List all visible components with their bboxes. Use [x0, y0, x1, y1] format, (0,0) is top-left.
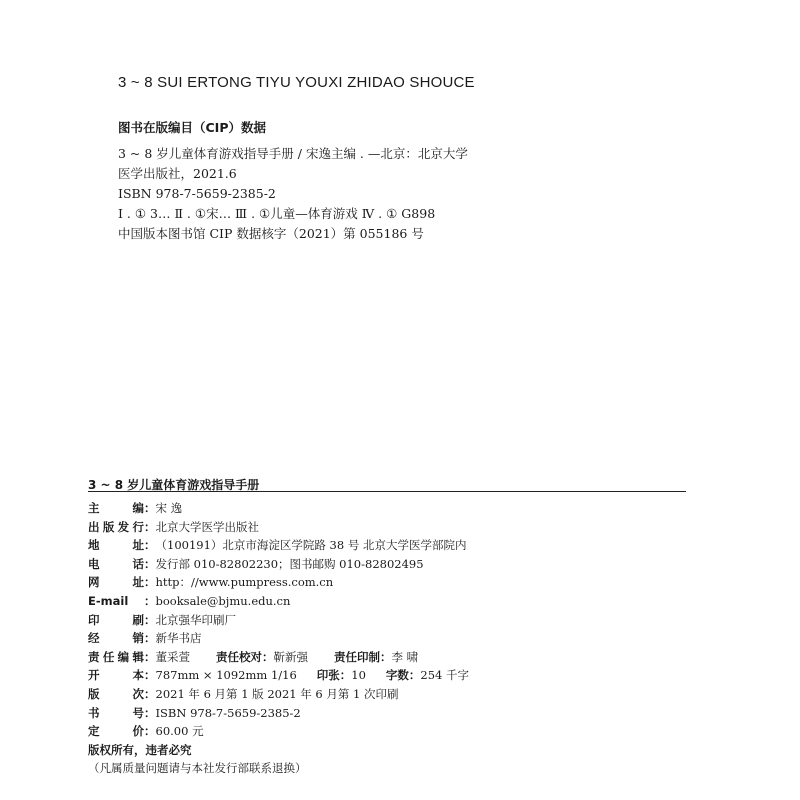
- distributor-value: 新华书店: [155, 631, 202, 646]
- info-row-distributor: [88, 629, 688, 648]
- editor-label: 主 编: [88, 501, 144, 515]
- colon: ：: [144, 612, 156, 627]
- divider-line: [88, 491, 686, 492]
- info-row-publisher: [88, 518, 688, 537]
- rights-statement: 版权所有，违者必究: [88, 742, 192, 757]
- info-row-editor: [88, 499, 688, 518]
- editor-value: 宋 逸: [155, 501, 183, 515]
- responsible-editor-value: 董采萱: [155, 649, 190, 664]
- colon: ：: [262, 649, 274, 664]
- info-row-phone: [88, 555, 688, 574]
- phone-value: 发行部 010-82802230；图书邮购 010-82802495: [155, 556, 424, 571]
- price-value: 60.00 元: [155, 724, 204, 739]
- colon: ：: [339, 668, 352, 683]
- responsible-proofreader-value: 靳新强: [273, 649, 308, 664]
- isbn-label: 书 号: [88, 705, 144, 720]
- info-row-email: [88, 592, 688, 611]
- colon: ：: [380, 649, 392, 664]
- colon: ：: [144, 538, 156, 553]
- info-row-format: [88, 666, 688, 685]
- address-label: 地 址: [88, 538, 144, 553]
- info-row-return-note: [88, 759, 688, 778]
- colon: ：: [144, 631, 156, 646]
- cip-line-publisher-date: 医学出版社，2021.6: [118, 166, 237, 181]
- email-label: E-mail: [88, 593, 129, 608]
- info-row-responsible-staff: [88, 648, 688, 667]
- colon: ：: [144, 705, 156, 720]
- printer-label: 印 刷: [88, 612, 144, 627]
- sheets-label: 印张: [316, 668, 340, 683]
- responsible-editor-label: 责任编辑: [88, 649, 144, 664]
- colon: ：: [144, 575, 156, 590]
- phone-label: 电 话: [88, 556, 144, 571]
- colon: ：: [144, 501, 156, 515]
- email-value: booksale@bjmu.edu.cn: [155, 593, 291, 608]
- word-count-label: 字数: [385, 668, 409, 683]
- pinyin-title: 3 ~ 8 SUI ERTONG TIYU YOUXI ZHIDAO SHOUCE: [118, 74, 475, 91]
- printer-value: 北京强华印刷厂: [155, 612, 236, 627]
- colon: ：: [144, 649, 156, 664]
- edition-value: 2021 年 6 月第 1 版 2021 年 6 月第 1 次印刷: [155, 686, 399, 701]
- info-row-rights: [88, 741, 688, 760]
- cip-line-title: 3 ~ 8 岁儿童体育游戏指导手册 / 宋逸主编 . —北京：北京大学: [118, 146, 468, 161]
- info-row-printer: [88, 611, 688, 630]
- publisher-value: 北京大学医学出版社: [155, 519, 259, 534]
- colon: ：: [408, 668, 421, 683]
- cip-line-classification: Ⅰ . ① 3… Ⅱ . ①宋… Ⅲ . ①儿童—体育游戏 Ⅳ . ① G898: [118, 206, 436, 221]
- publisher-label: 出版发行: [88, 519, 144, 534]
- info-row-edition: [88, 685, 688, 704]
- edition-label: 版 次: [88, 686, 144, 701]
- word-count-value: 254 千字: [420, 668, 470, 683]
- price-label: 定 价: [88, 724, 144, 739]
- book-title: 3 ~ 8 岁儿童体育游戏指导手册: [88, 478, 260, 492]
- info-row-price: [88, 722, 688, 741]
- distributor-label: 经 销: [88, 631, 144, 646]
- format-label: 开 本: [88, 668, 144, 683]
- colon: ：: [144, 686, 156, 701]
- colon: ：: [144, 519, 156, 534]
- info-row-website: [88, 573, 688, 592]
- responsible-printing-label: 责任印制: [334, 649, 380, 664]
- cip-heading: 图书在版编目（CIP）数据: [118, 120, 266, 135]
- sheets-value: 10: [351, 668, 366, 683]
- colon: ：: [144, 724, 156, 739]
- cip-data-block: [118, 118, 588, 244]
- cip-line-isbn: ISBN 978-7-5659-2385-2: [118, 186, 276, 201]
- colon: ：: [144, 556, 156, 571]
- cip-line-record-number: 中国版本图书馆 CIP 数据核字（2021）第 055186 号: [118, 226, 424, 241]
- colon: ：: [144, 668, 156, 683]
- address-value: （100191）北京市海淀区学院路 38 号 北京大学医学部院内: [155, 538, 467, 553]
- format-size-value: 787mm × 1092mm 1/16: [155, 668, 297, 683]
- colon: ：: [144, 593, 156, 608]
- responsible-printing-value: 李 啸: [391, 649, 419, 664]
- responsible-proofreader-label: 责任校对: [216, 649, 262, 664]
- isbn-value: ISBN 978-7-5659-2385-2: [155, 705, 301, 720]
- info-row-isbn: [88, 704, 688, 723]
- info-row-address: [88, 536, 688, 555]
- return-policy-note: （凡属质量问题请与本社发行部联系退换）: [88, 761, 307, 776]
- publication-info-list: [88, 499, 688, 778]
- website-label: 网 址: [88, 575, 144, 590]
- website-value: http：//www.pumpress.com.cn: [155, 575, 334, 590]
